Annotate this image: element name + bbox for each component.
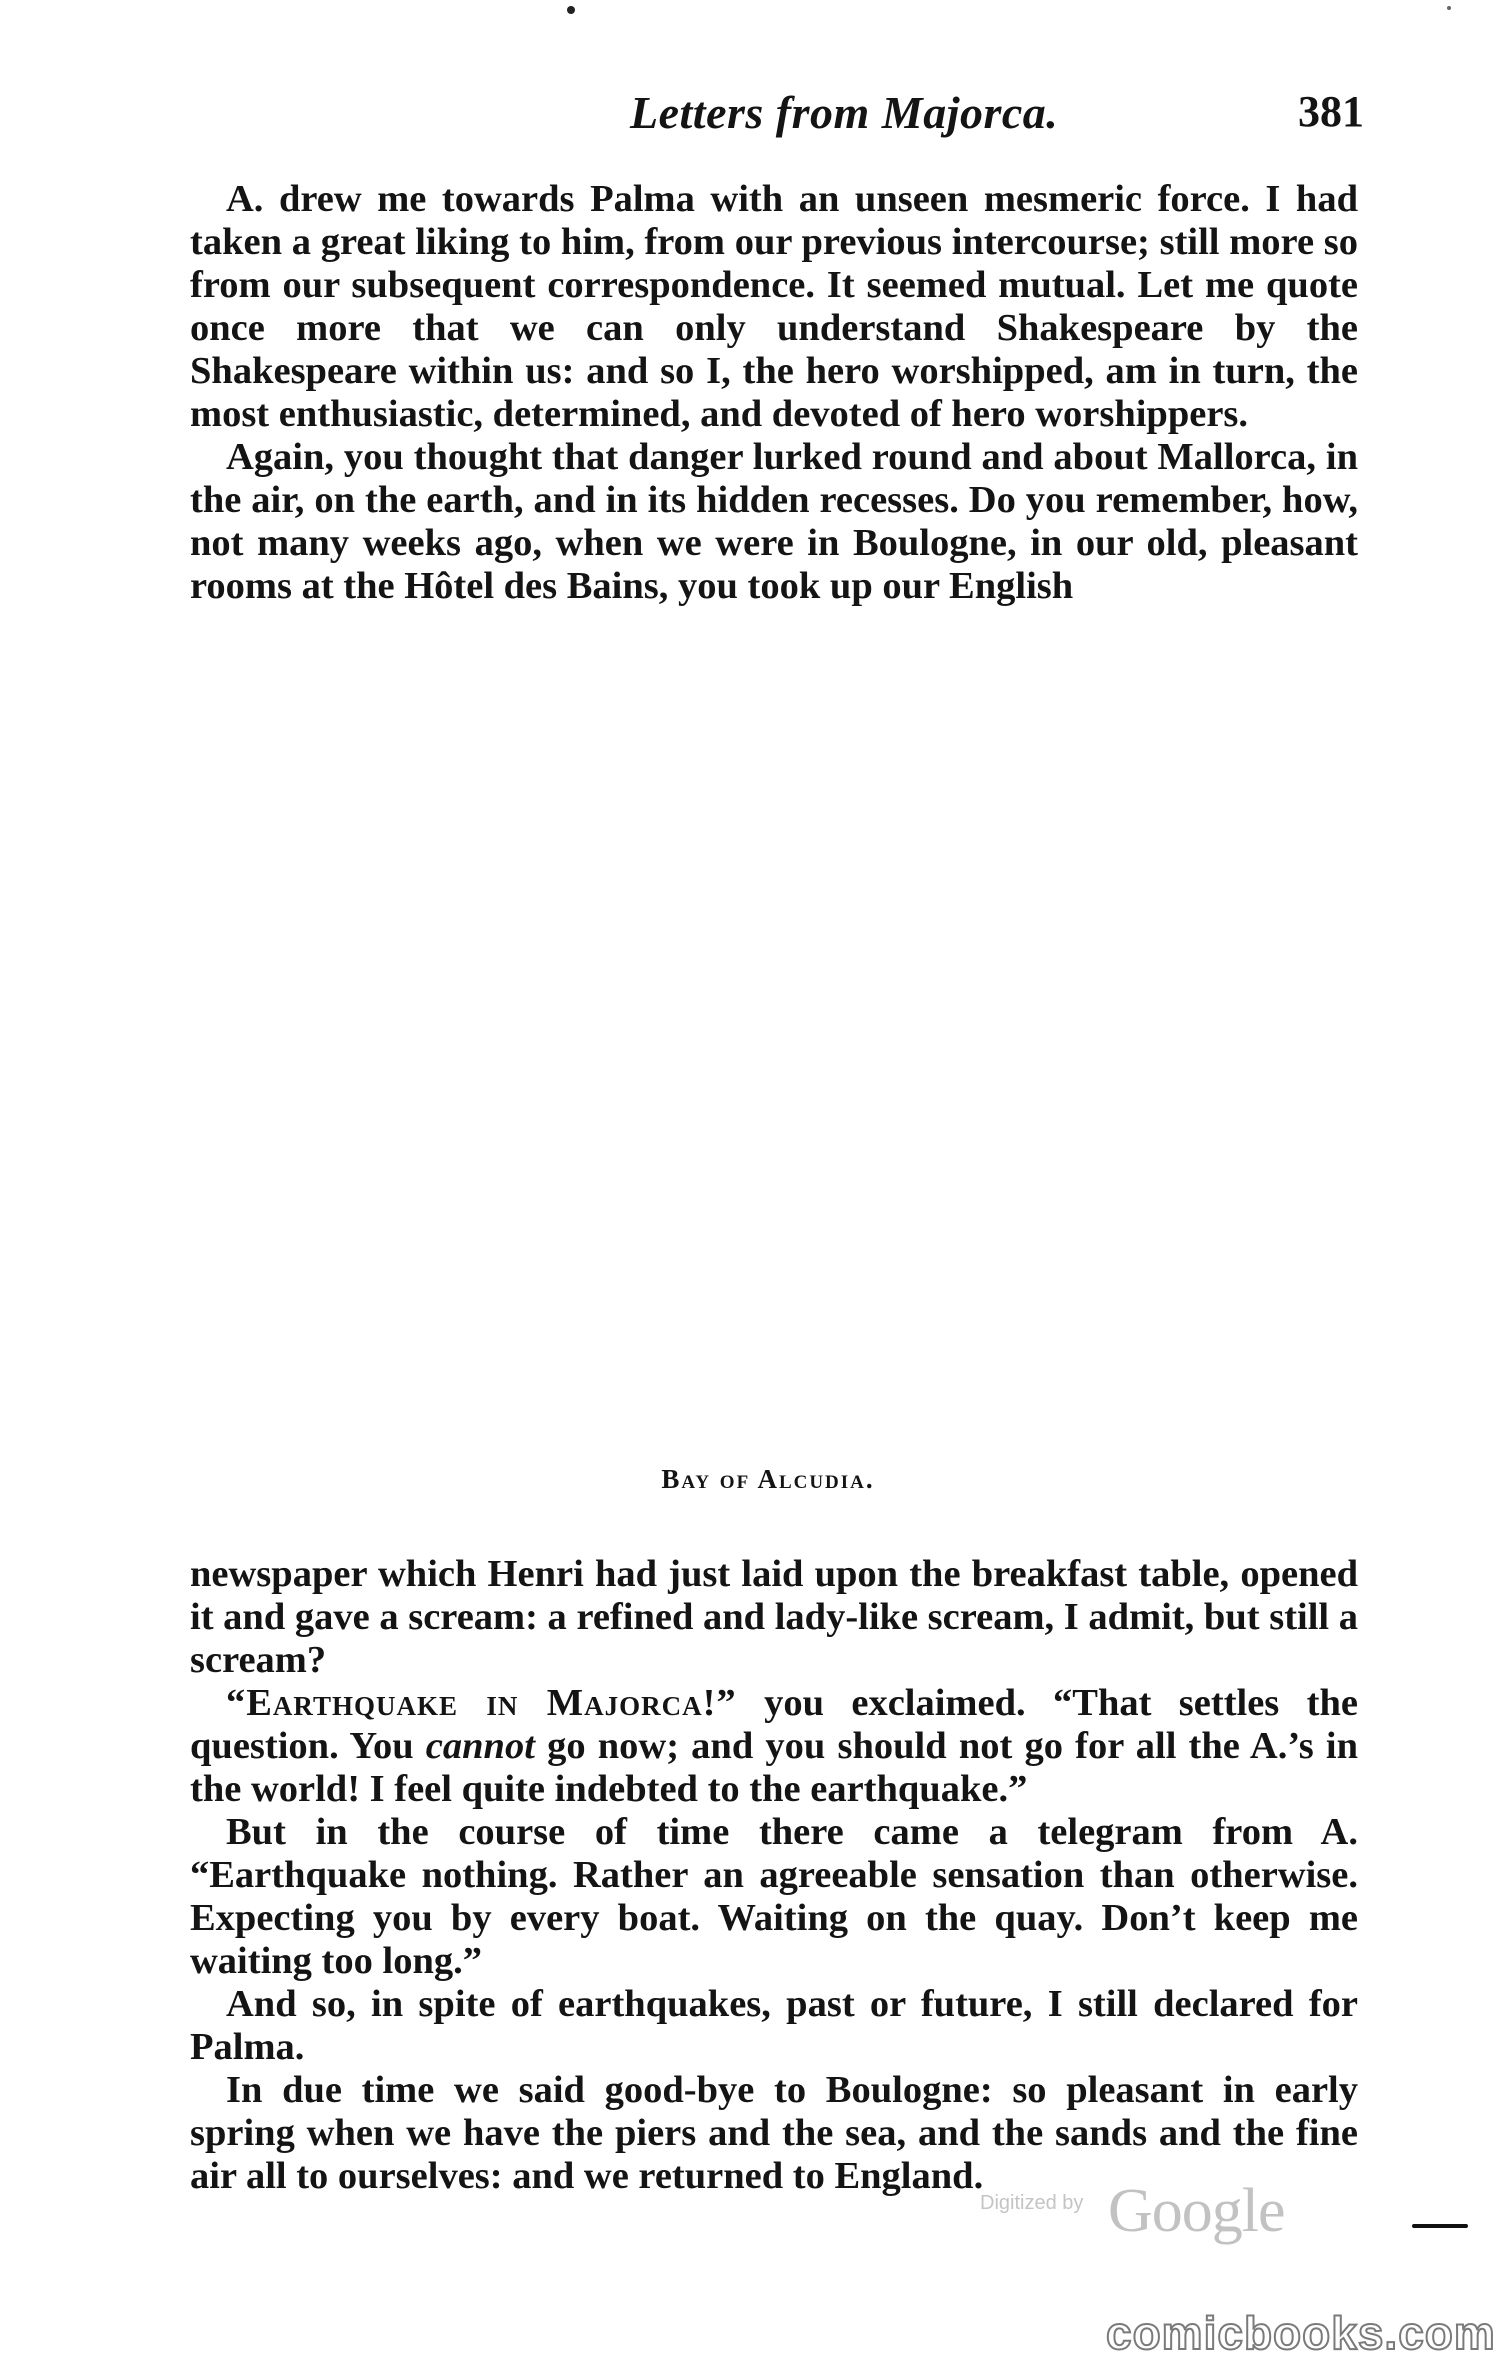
site-watermark: comicbooks.com [1106, 2307, 1496, 2359]
google-logo: Google [1108, 2177, 1285, 2245]
page-number: 381 [1298, 87, 1364, 136]
quote-text: you exclaimed. “That settles the question. You [190, 1682, 1358, 1767]
paragraph: Again, you thought that danger lurked round and about Mallorca, in the air, on the earth, and in its hidden recesses. Do you remember, how, not many weeks ago, when we were in Boulogne, in our old, pleasant rooms at the Hôtel des Bains, you took up our English [190, 436, 1358, 607]
emphasis-text: cannot [425, 1725, 535, 1767]
caption-text: Bay of Alcudia. [661, 1464, 875, 1494]
paragraph: In due time we said good-bye to Boulogne: so pleasant in early spring when we have the piers and the sea, and the sands and the fine air all to ourselves: and we returned to England. [190, 2069, 1358, 2197]
paragraph: A. drew me towards Palma with an unseen mesmeric force. I had taken a great liking to him, from our previous intercourse; still more so from our subsequent correspondence. It seemed mutual. Let me quote once more that we can only understand Shakespeare by the Shakespeare within us: and so I, the hero worshipped, am in turn, the most enthusiastic, determined, and devoted of hero worshippers. [190, 178, 1358, 435]
quote-text: go now; and you should not go for all the A.’s in the world! I feel quite indebted to the earthquake.” [190, 1725, 1358, 1810]
paragraph-continuation: newspaper which Henri had just laid upon the breakfast table, opened it and gave a scream: a refined and lady-like scream, I admit, but still a scream? [190, 1553, 1358, 1681]
margin-rule-mark [1412, 2224, 1468, 2228]
scan-speck-mark [1447, 6, 1451, 10]
paragraph: And so, in spite of earthquakes, past or future, I still declared for Palma. [190, 1983, 1358, 2068]
paragraph-quote [190, 1682, 1358, 1811]
body-text-top [190, 178, 1358, 608]
printer-dot-mark [567, 6, 575, 14]
paragraph: But in the course of time there came a telegram from A. “Earthquake nothing. Rather an agreeable sensation than otherwise. Expecting you by every boat. Waiting on the quay. Don’t keep me waiting too long.” [190, 1811, 1358, 1982]
headline-quote: “Earthquake in Majorca!” [226, 1682, 737, 1724]
body-text-bottom [190, 1553, 1358, 2198]
illustration-caption [0, 1464, 1500, 1495]
digitized-label: Digitized by [980, 2192, 1084, 2214]
running-title: Letters from Majorca. [630, 87, 1059, 138]
